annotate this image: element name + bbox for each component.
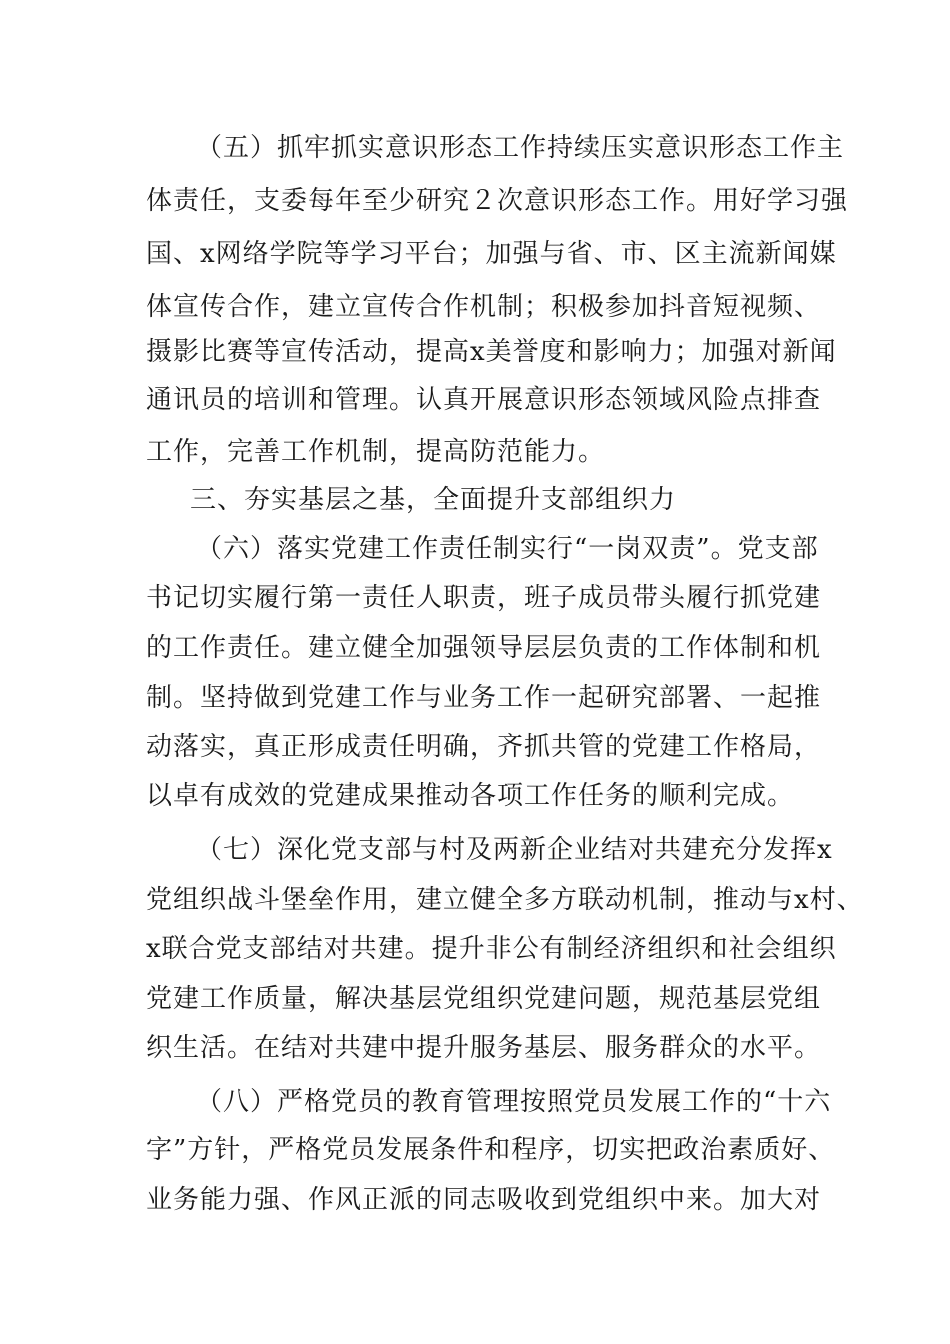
paragraph-6-line-5: 动落实，真正形成责任明确，齐抓共管的党建工作格局， — [146, 732, 822, 762]
paragraph-8-line-2: 字”方针，严格党员发展条件和程序，切实把政治素质好、 — [146, 1135, 836, 1165]
paragraph-6-line-2: 书记切实履行第一责任人职责，班子成员带头履行抓党建 — [146, 583, 822, 613]
section-heading: 三、夯实基层之基，全面提升支部组织力 — [190, 485, 677, 515]
paragraph-5-line-5: 摄影比赛等宣传活动，提高x美誉度和影响力；加强对新闻 — [146, 337, 837, 367]
paragraph-6-line-4: 制。坚持做到党建工作与业务工作一起研究部署、一起推 — [146, 683, 822, 713]
paragraph-5-line-2: 体责任，支委每年至少研究２次意识形态工作。用好学习强 — [146, 186, 849, 216]
paragraph-5-line-7: 工作，完善工作机制，提高防范能力。 — [146, 437, 606, 467]
paragraph-7-line-3: x联合党支部结对共建。提升非公有制经济组织和社会组织 — [146, 934, 837, 964]
paragraph-7-line-4: 党建工作质量，解决基层党组织党建问题，规范基层党组 — [146, 984, 822, 1014]
paragraph-6-line-6: 以卓有成效的党建成果推动各项工作任务的顺利完成。 — [146, 781, 795, 811]
paragraph-8-line-3: 业务能力强、作风正派的同志吸收到党组织中来。加大对 — [146, 1185, 822, 1215]
paragraph-5-line-4: 体宣传合作，建立宣传合作机制；积极参加抖音短视频、 — [146, 292, 822, 322]
paragraph-6-line-3: 的工作责任。建立健全加强领导层层负责的工作体制和机 — [146, 633, 822, 663]
paragraph-5-line-3: 国、x网络学院等学习平台；加强与省、市、区主流新闻媒 — [146, 239, 837, 269]
paragraph-5-line-1: （五）抓牢抓实意识形态工作持续压实意识形态工作主 — [196, 133, 845, 163]
paragraph-7-line-5: 织生活。在结对共建中提升服务基层、服务群众的水平。 — [146, 1033, 822, 1063]
paragraph-6-line-1: （六）落实党建工作责任制实行“一岗双责”。党支部 — [196, 534, 819, 564]
paragraph-7-line-1: （七）深化党支部与村及两新企业结对共建充分发挥x — [196, 835, 833, 865]
paragraph-8-line-1: （八）严格党员的教育管理按照党员发展工作的“十六 — [196, 1087, 832, 1117]
paragraph-5-line-6: 通讯员的培训和管理。认真开展意识形态领域风险点排查 — [146, 385, 822, 415]
paragraph-7-line-2: 党组织战斗堡垒作用，建立健全多方联动机制，推动与x村、 — [146, 885, 864, 915]
